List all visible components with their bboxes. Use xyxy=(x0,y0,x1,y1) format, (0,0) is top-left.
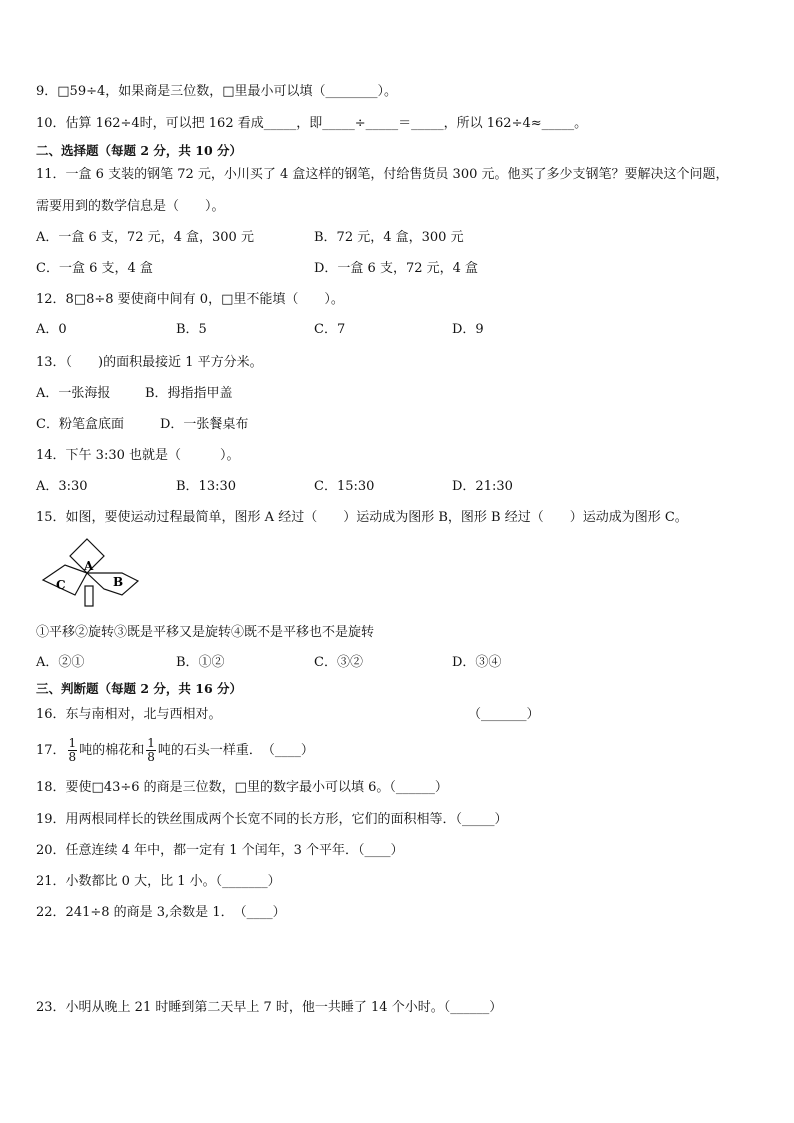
question-13: 13．（ )的面积最接近 1 平方分米。 xyxy=(36,355,263,370)
q16-answer-blank[interactable]: （_______） xyxy=(468,707,540,722)
q12-option-b[interactable]: B．5 xyxy=(176,322,207,337)
q14-option-c[interactable]: C．15:30 xyxy=(314,479,375,494)
q17-text-mid: 吨的棉花和 xyxy=(79,743,145,758)
q17-frac1-numerator: 1 xyxy=(68,736,77,750)
q17-fraction-2 xyxy=(146,737,156,764)
q13-option-a[interactable]: A．一张海报 xyxy=(36,386,111,401)
q12-option-d[interactable]: D．9 xyxy=(452,322,484,337)
question-11-line2: 需要用到的数学信息是（ ）。 xyxy=(36,199,225,214)
q13-option-c[interactable]: C．粉笔盒底面 xyxy=(36,417,124,432)
question-9: 9．□59÷4，如果商是三位数，□里最小可以填（________）。 xyxy=(36,84,398,99)
question-22: 22．241÷8 的商是 3,余数是 1． （____） xyxy=(36,905,286,920)
q17-frac2-numerator: 1 xyxy=(147,736,155,750)
stem-rect xyxy=(85,586,93,606)
question-23: 23．小明从晚上 21 时睡到第二天早上 7 时，他一共睡了 14 个小时。（______） xyxy=(36,1000,503,1015)
question-15: 15．如图，要使运动过程最简单，图形 A 经过（ ）运动成为图形 B，图形 B 经过（ ）运动成为图形 C。 xyxy=(36,510,688,525)
rotation-figure xyxy=(40,538,144,612)
q17-text-end: 吨的石头一样重． （____） xyxy=(157,743,314,758)
question-10: 10．估算 162÷4时，可以把 162 看成_____，即_____÷_____＝_____，所以 162÷4≈_____。 xyxy=(36,116,588,131)
label-c: C xyxy=(56,578,66,592)
label-b: B xyxy=(113,575,124,589)
question-15-choices: ①平移②旋转③既是平移又是旋转④既不是平移也不是旋转 xyxy=(36,625,375,640)
question-19: 19．用两根同样长的铁丝围成两个长宽不同的长方形，它们的面积相等．（_____） xyxy=(36,812,508,827)
section-heading-choice: 二、选择题（每题 2 分，共 10 分） xyxy=(36,143,243,158)
q11-option-b[interactable]: B．72 元，4 盒，300 元 xyxy=(314,230,464,245)
q11-option-d[interactable]: D．一盒 6 支，72 元，4 盒 xyxy=(314,261,479,276)
q14-option-b[interactable]: B．13:30 xyxy=(176,479,237,494)
question-14: 14．下午 3:30 也就是（ ）。 xyxy=(36,448,240,463)
section-heading-judge: 三、判断题（每题 2 分，共 16 分） xyxy=(36,681,243,696)
q12-option-c[interactable]: C．7 xyxy=(314,322,346,337)
q15-option-c[interactable]: C．③② xyxy=(314,655,363,670)
q14-option-d[interactable]: D．21:30 xyxy=(452,479,513,494)
q13-option-b[interactable]: B．拇指指甲盖 xyxy=(145,386,233,401)
q13-option-d[interactable]: D．一张餐桌布 xyxy=(160,417,249,432)
q14-option-a[interactable]: A．3:30 xyxy=(36,479,88,494)
q15-option-a[interactable]: A．②① xyxy=(36,655,85,670)
question-17 xyxy=(36,734,314,768)
question-16: 16．东与南相对，北与西相对。 xyxy=(36,707,222,722)
q11-option-a[interactable]: A．一盒 6 支，72 元，4 盒，300 元 xyxy=(36,230,254,245)
question-18: 18．要使□43÷6 的商是三位数，□里的数字最小可以填 6。（______） xyxy=(36,780,448,795)
q17-frac2-denominator: 8 xyxy=(147,750,155,764)
q11-option-c[interactable]: C．一盒 6 支，4 盒 xyxy=(36,261,153,276)
label-a: A xyxy=(84,559,94,573)
question-21: 21．小数都比 0 大，比 1 小。（_______） xyxy=(36,874,281,889)
q17-fraction-1 xyxy=(68,737,78,764)
q17-frac1-denominator: 8 xyxy=(68,750,77,764)
q15-option-d[interactable]: D．③④ xyxy=(452,655,502,670)
question-20: 20．任意连续 4 年中，都一定有 1 个闰年，3 个平年．（____） xyxy=(36,843,404,858)
q15-option-b[interactable]: B．①② xyxy=(176,655,225,670)
question-11-line1: 11．一盒 6 支装的钢笔 72 元，小川买了 4 盒这样的钢笔，付给售货员 300 元。他买了多少支钢笔？要解决这个问题， xyxy=(36,167,729,182)
question-12: 12．8□8÷8 要使商中间有 0，□里不能填（ ）。 xyxy=(36,292,344,307)
q12-option-a[interactable]: A．0 xyxy=(36,322,67,337)
q17-number: 17． xyxy=(36,743,66,758)
